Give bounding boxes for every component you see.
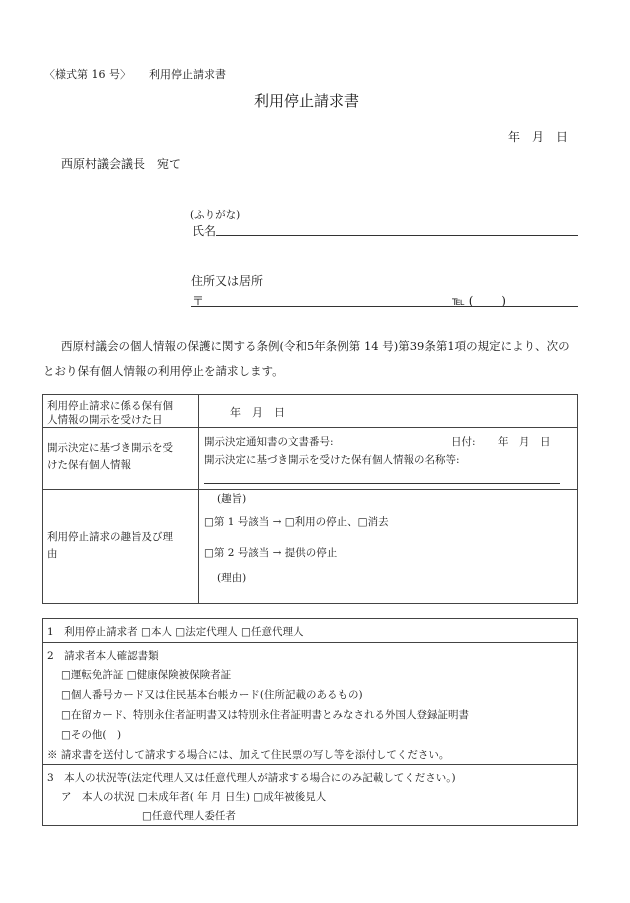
page-title: 利用停止請求書	[254, 92, 360, 110]
section3-line-2[interactable]: □任意代理人委任者	[142, 810, 236, 822]
section1-requester[interactable]: 1 利用停止請求者 □本人 □法定代理人 □任意代理人	[47, 626, 304, 638]
section2-line-2[interactable]: □個人番号カード又は住民基本台帳カード(住所記載のあるもの)	[61, 689, 363, 701]
table-row-line	[42, 427, 578, 428]
row3-label-2: 由	[47, 548, 58, 560]
row1-label-2: 人情報の開示を受けた日	[47, 414, 163, 426]
row3-reason[interactable]: (理由)	[217, 572, 247, 584]
form-number: 〈様式第 16 号〉	[44, 68, 131, 81]
section2-line-1[interactable]: □運転免許証 □健康保険被保険者証	[61, 669, 232, 681]
row2-label-1: 開示決定に基づき開示を受	[47, 442, 173, 454]
postal-mark: 〒	[192, 294, 205, 308]
row1-label-1: 利用停止請求に係る保有個	[47, 400, 173, 412]
tel-label: ℡ ( )	[452, 294, 506, 308]
row1-disclosure-date[interactable]: 年 月 日	[230, 406, 285, 419]
section2-note: ※ 請求書を送付して請求する場合には、加えて住民票の写し等を添付してください。	[47, 749, 450, 761]
intro-line-1: 西原村議会の個人情報の保護に関する条例(令和5年条例第 14 号)第39条第1項の規定により、次の	[61, 339, 570, 353]
form-name: 利用停止請求書	[149, 68, 226, 81]
furigana-label: (ふりがな)	[190, 209, 241, 221]
row3-option-2[interactable]: □第 2 号該当 → 提供の停止	[204, 547, 338, 559]
table-row-line	[42, 642, 578, 643]
request-date: 年 月 日	[508, 130, 569, 144]
row3-option-1[interactable]: □第 1 号該当 → □利用の停止、□消去	[204, 516, 389, 528]
section3-title: 3 本人の状況等(法定代理人又は任意代理人が請求する場合にのみ記載してください。)	[47, 772, 456, 784]
row2-info-line	[204, 483, 560, 484]
intro-line-2: とおり保有個人情報の利用停止を請求します。	[43, 364, 284, 378]
row2-info-name[interactable]: 開示決定に基づき開示を受けた保有個人情報の名称等:	[204, 454, 460, 466]
section2-line-4[interactable]: □その他( )	[61, 729, 122, 741]
table-divider	[198, 394, 199, 604]
row3-purpose: (趣旨)	[217, 493, 247, 505]
section2-title: 2 請求者本人確認書類	[47, 650, 159, 662]
section3-line-1[interactable]: ア 本人の状況 □未成年者( 年 月 日生) □成年被後見人	[61, 791, 327, 803]
row2-label-2: けた保有個人情報	[47, 459, 131, 471]
row2-date-value[interactable]: 年 月 日	[498, 436, 551, 448]
addressee: 西原村議会議長 宛て	[61, 157, 182, 171]
name-label: 氏名	[192, 224, 217, 238]
row2-document-number[interactable]: 開示決定通知書の文書番号:	[204, 436, 334, 448]
address-field[interactable]	[191, 306, 578, 307]
table-row-line	[42, 489, 578, 490]
address-label: 住所又は居所	[191, 274, 264, 288]
row3-label-1: 利用停止請求の趣旨及び理	[47, 531, 173, 543]
name-field[interactable]	[216, 235, 578, 236]
table-row-line	[42, 764, 578, 765]
section2-line-3[interactable]: □在留カード、特別永住者証明書又は特別永住者証明書とみなされる外国人登録証明書	[61, 709, 469, 721]
row2-date-label: 日付:	[451, 436, 476, 448]
